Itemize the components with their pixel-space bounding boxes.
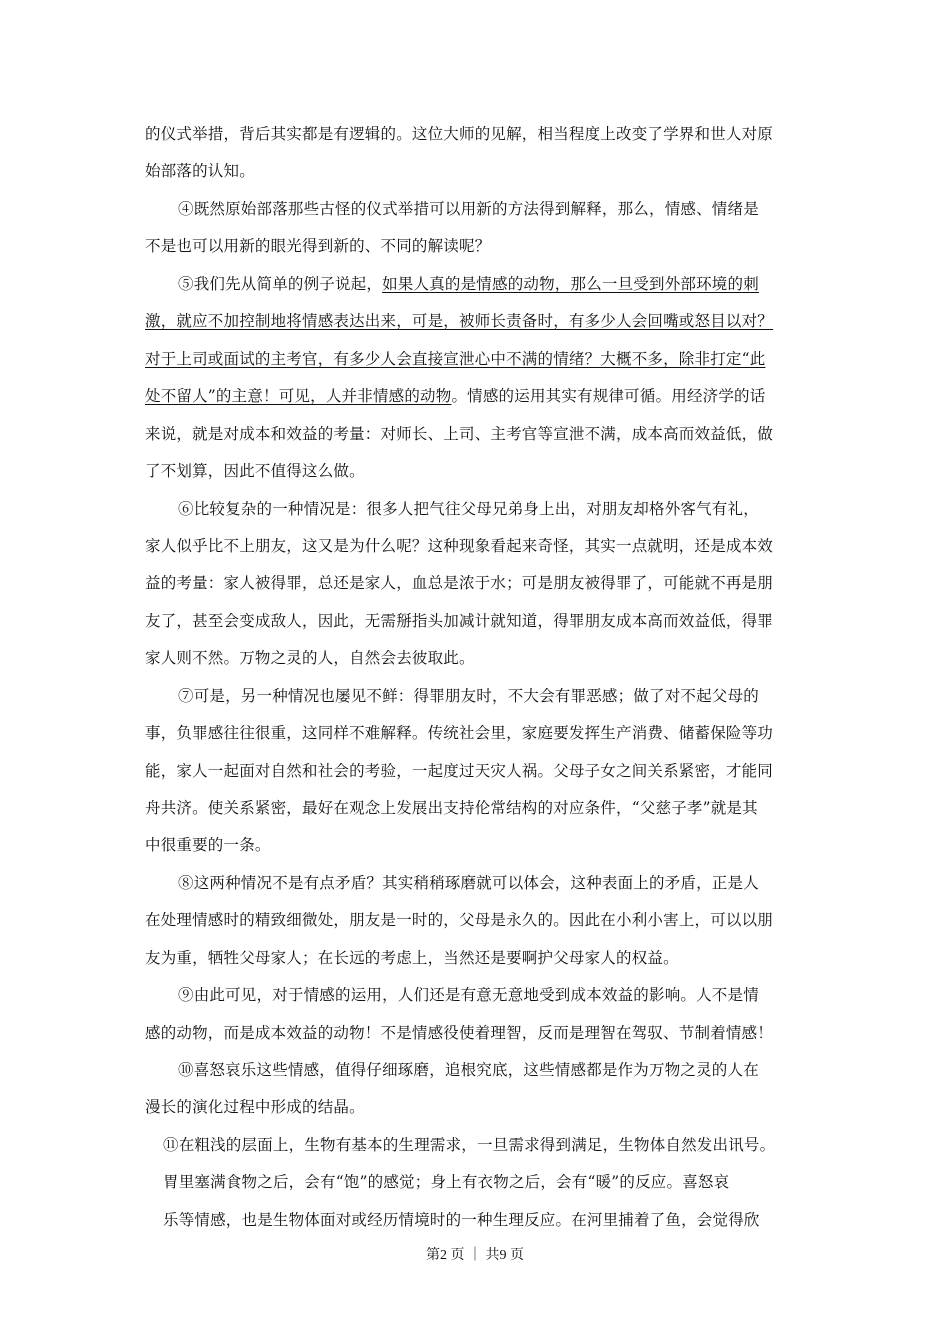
underlined-text: 激，就应不加控制地将情感表达出来，可是，被师长责备时，有多少人会回嘴或怒目以对？ [145,312,774,330]
text-line: 友为重，牺牲父母家人；在长远的考虑上，当然还是要啊护父母家人的权益。 [145,949,679,967]
text-line [178,274,858,294]
text-line: ④既然原始部落那些古怪的仪式举措可以用新的方法得到解释，那么，情感、情绪是 [178,200,759,218]
text-line: 能，家人一起面对自然和社会的考验，一起度过天灾人祸。父母子女之间关系紧密，才能同 [145,762,774,780]
text-line: 乐等情感，也是生物体面对或经历情境时的一种生理反应。在河里捕着了鱼，会觉得欣 [163,1211,760,1229]
text-line: 友了，甚至会变成敌人，因此，无需掰指头加减计就知道，得罪朋友成本高而效益低，得罪 [145,612,774,630]
text-line: 漫长的演化过程中形成的结晶。 [145,1098,365,1116]
text-line: 家人则不然。万物之灵的人，自然会去彼取此。 [145,649,475,667]
text-line [145,386,825,406]
text-line: ⑧这两种情况不是有点矛盾？其实稍稍琢磨就可以体会，这种表面上的矛盾，正是人 [178,874,759,892]
text-line: 始部落的认知。 [145,162,255,180]
text-line: 事，负罪感往往很重，这同样不难解释。传统社会里，家庭要发挥生产消费、储蓄保险等功 [145,724,774,742]
text-line: 家人似乎比不上朋友，这又是为什么呢？这种现象看起来奇怪，其实一点就明，还是成本效 [145,537,774,555]
text-line: 中很重要的一条。 [145,836,271,854]
text-line: 了不划算，因此不值得这么做。 [145,462,365,480]
text-line: ⑩喜怒哀乐这些情感，值得仔细琢磨，追根究底，这些情感都是作为万物之灵的人在 [178,1061,759,1079]
text-line: 在处理情感时的精致细微处，朋友是一时的，父母是永久的。因此在小利小害上，可以以朋 [145,911,774,929]
text-line: 来说，就是对成本和效益的考量：对师长、上司、主考官等宣泄不满，成本高而效益低，做 [145,425,774,443]
text-line: ⑨由此可见，对于情感的运用，人们还是有意无意地受到成本效益的影响。人不是情 [178,986,759,1004]
underlined-text: 对于上司或面试的主考官，有多少人会直接宣泄心中不满的情绪？大概不多，除非打定“此 [145,350,766,368]
text-line: 感的动物，而是成本效益的动物！不是情感役使着理智，反而是理智在驾驭、节制着情感！ [145,1024,774,1042]
text-line: 胃里塞满食物之后，会有“饱”的感觉；身上有衣物之后，会有“暖”的反应。喜怒哀 [163,1173,730,1191]
text-line: 益的考量：家人被得罪，总还是家人，血总是浓于水；可是朋友被得罪了，可能就不再是朋 [145,574,774,592]
underlined-text: 如果人真的是情感的动物，那么一旦受到外部环境的刺 [382,275,759,293]
underlined-text: 处不留人”的主意！可见，人并非情感的动物 [145,387,452,405]
text-line: ⑦可是，另一种情况也屡见不鲜：得罪朋友时，不大会有罪恶感；做了对不起父母的 [178,687,759,705]
text-line: ⑥比较复杂的一种情况是：很多人把气往父母兄弟身上出，对朋友却格外客气有礼， [178,500,759,518]
text-line: 的仪式举措，背后其实都是有逻辑的。这位大师的见解，相当程度上改变了学界和世人对原 [145,125,774,143]
text-segment: 。情感的运用其实有规律可循。用经济学的话 [451,387,766,405]
text-line: 不是也可以用新的眼光得到新的、不同的解读呢？ [145,237,491,255]
page-footer: 第2 页 ｜ 共9 页 [426,1248,524,1263]
text-segment: ⑤我们先从简单的例子说起， [178,275,383,293]
text-line: ⑪在粗浅的层面上，生物有基本的生理需求，一旦需求得到满足，生物体自然发出讯号。 [163,1136,776,1154]
text-line: 舟共济。使关系紧密，最好在观念上发展出支持伦常结构的对应条件，“父慈子孝”就是其 [145,799,758,817]
